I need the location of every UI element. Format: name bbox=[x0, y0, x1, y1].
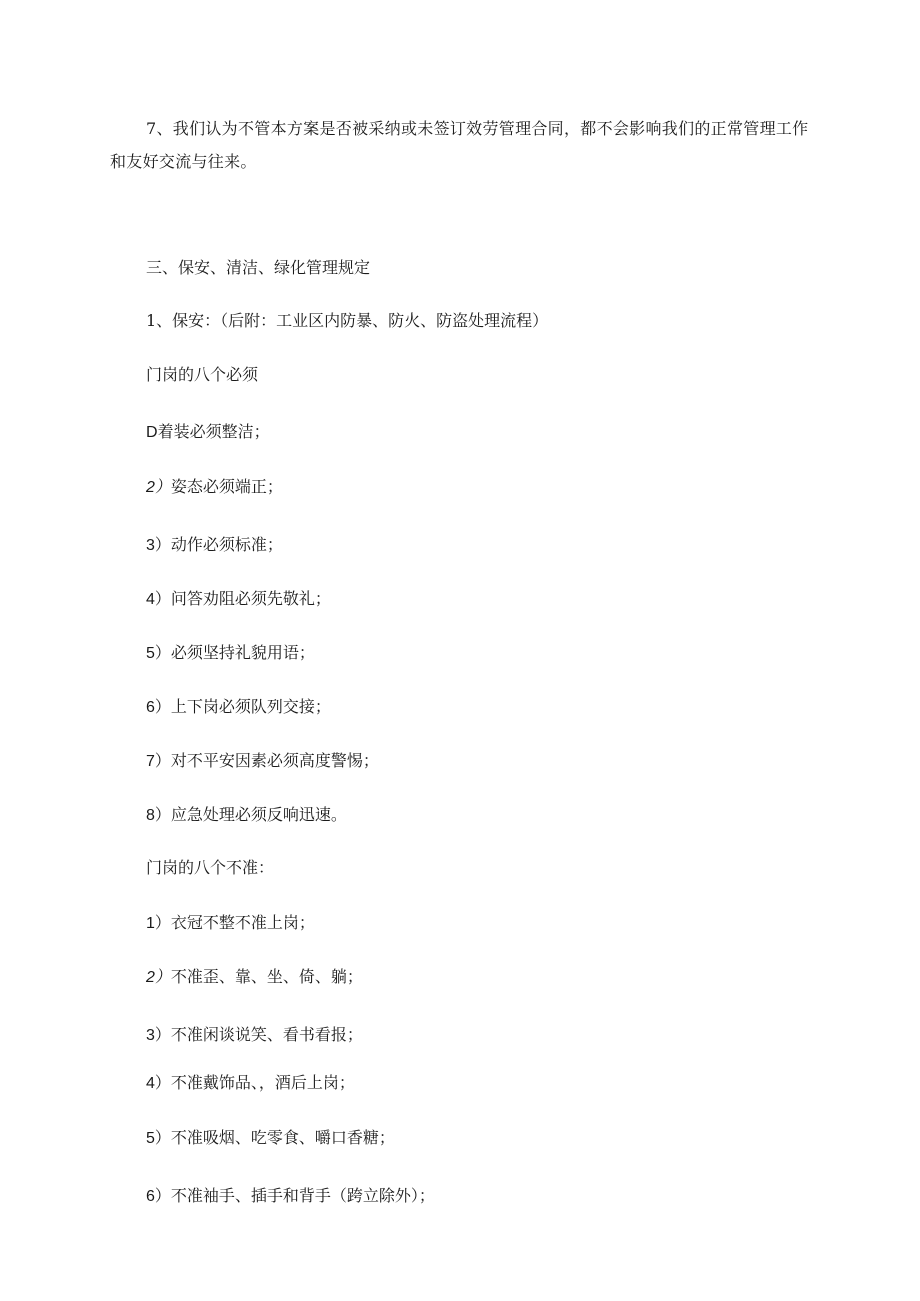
must-item-number: 7） bbox=[146, 753, 171, 770]
must-item-number: D bbox=[146, 424, 158, 441]
forbid-item-number: 5） bbox=[146, 1130, 171, 1147]
must-item-text: 姿态必须端正； bbox=[170, 477, 283, 496]
sub-heading-security: 1、保安：（后附：工业区内防暴、防火、防盗处理流程） bbox=[146, 311, 549, 330]
forbid-item bbox=[146, 1186, 435, 1207]
must-item-text: 应急处理必须反响迅速。 bbox=[170, 805, 347, 824]
must-item bbox=[146, 535, 283, 556]
must-item-text: 问答劝阻必须先敬礼； bbox=[170, 589, 331, 608]
forbid-item-number: 2） bbox=[146, 969, 171, 986]
must-item bbox=[146, 697, 331, 718]
forbid-item bbox=[146, 1025, 363, 1046]
must-item-text: 必须坚持礼貌用语； bbox=[170, 643, 315, 662]
forbid-item bbox=[146, 1073, 355, 1094]
forbid-item-number: 6） bbox=[146, 1188, 171, 1205]
must-item-number: 2） bbox=[146, 479, 171, 496]
must-item-text: 动作必须标准； bbox=[170, 535, 283, 554]
forbid-item-number: 1） bbox=[146, 915, 171, 932]
forbid-item bbox=[146, 1128, 395, 1149]
section-heading: 三、保安、清洁、绿化管理规定 bbox=[146, 258, 371, 277]
forbid-item-text: 衣冠不整不准上岗； bbox=[170, 913, 315, 932]
forbid-item-number: 3） bbox=[146, 1027, 171, 1044]
forbid-item bbox=[146, 913, 315, 934]
must-item-text: 对不平安因素必须高度警惕； bbox=[170, 751, 379, 770]
intro-paragraph: 7、我们认为不管本方案是否被采纳或未签订效劳管理合同，都不会影响我们的正常管理工作和友好交流与往来。 bbox=[110, 119, 809, 171]
must-item-number: 3） bbox=[146, 537, 171, 554]
forbid-item-text: 不准戴饰品、，酒后上岗； bbox=[170, 1073, 355, 1092]
must-item-number: 5） bbox=[146, 645, 171, 662]
forbid-item bbox=[146, 967, 363, 988]
must-item-number: 6） bbox=[146, 699, 171, 716]
forbid-item-text: 不准闲谈说笑、看书看报； bbox=[170, 1025, 363, 1044]
forbid-list-title: 门岗的八个不准： bbox=[146, 858, 275, 877]
forbid-item-text: 不准吸烟、吃零食、嚼口香糖； bbox=[170, 1128, 395, 1147]
must-item-number: 8） bbox=[146, 807, 171, 824]
must-item bbox=[146, 422, 270, 443]
forbid-item-text: 不准袖手、插手和背手（跨立除外）； bbox=[170, 1186, 435, 1205]
must-item-text: 着装必须整洁； bbox=[157, 422, 270, 441]
forbid-item-number: 4） bbox=[146, 1075, 171, 1092]
must-item bbox=[146, 589, 331, 610]
must-item-number: 4） bbox=[146, 591, 171, 608]
must-item-text: 上下岗必须队列交接； bbox=[170, 697, 331, 716]
must-item bbox=[146, 477, 283, 498]
must-item bbox=[146, 751, 379, 772]
must-item bbox=[146, 805, 347, 826]
must-list-title: 门岗的八个必须 bbox=[146, 365, 259, 384]
must-item bbox=[146, 643, 315, 664]
forbid-item-text: 不准歪、靠、坐、倚、躺； bbox=[170, 967, 363, 986]
